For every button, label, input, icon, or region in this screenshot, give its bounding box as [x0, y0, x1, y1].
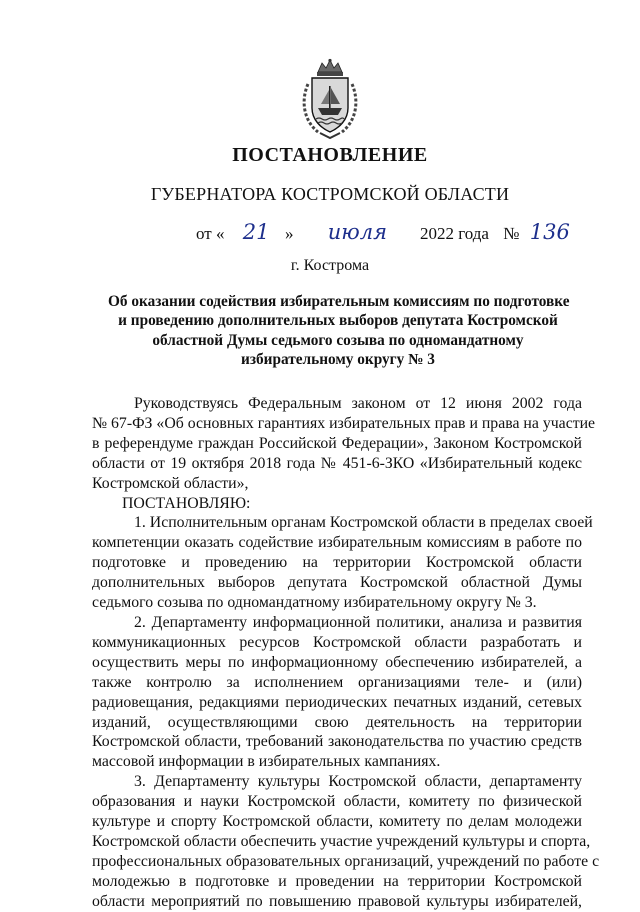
document-type-title: ПОСТАНОВЛЕНИЕ — [232, 144, 428, 166]
issuer-title: ГУБЕРНАТОРА КОСТРОМСКОЙ ОБЛАСТИ — [150, 184, 510, 204]
body-line: культуре и спорту Костромской области, комитету по делам молодежи — [92, 813, 582, 831]
city-line: г. Кострома — [290, 257, 370, 274]
date-close-quote: » — [284, 224, 294, 243]
body-line: дополнительных выборов депутата Костромской областной Думы — [92, 574, 582, 592]
document-body — [92, 394, 600, 912]
coat-of-arms-icon — [298, 58, 362, 140]
body-line: области мероприятий по повышению правовой культуры избирателей, — [92, 892, 582, 910]
body-line: Руководствуясь Федеральным законом от 12 июня 2002 года — [134, 395, 582, 412]
body-line: ПОСТАНОВЛЯЮ: — [122, 494, 251, 512]
body-line: образования и науки Костромской области, комитету по физической — [92, 793, 582, 811]
date-number-line — [196, 222, 570, 244]
body-line: Костромской области, требований законодательства по участию средств — [92, 733, 582, 751]
year-text: 2022 года — [419, 224, 489, 243]
handwritten-day: 21 — [242, 220, 270, 244]
body-line: 1. Исполнительным органам Костромской области в пределах своей — [134, 514, 593, 532]
body-line: изданий, осуществляющими свою деятельность на территории — [92, 713, 582, 731]
date-prefix: от « — [196, 224, 225, 243]
subject-line: Об оказании содействия избирательным комиссиям по подготовке — [108, 293, 570, 310]
body-line: в референдуме граждан Российской Федерации», Законом Костромской — [92, 434, 582, 452]
body-line: осуществить меры по информационному обеспечению избирателей, а — [92, 653, 582, 671]
body-line: области от 19 октября 2018 года № 451-6-ЗКО «Избирательный кодекс — [92, 454, 582, 472]
handwritten-number: 136 — [529, 220, 570, 244]
body-line: подготовке и проведению на территории Костромской области — [92, 554, 582, 572]
subject-line: областной Думы седьмого созыва по одномандатному — [152, 331, 524, 349]
handwritten-month: июля — [327, 220, 388, 244]
body-line: компетенции оказать содействие избирательным комиссиям в работе по — [92, 534, 582, 552]
body-line: радиовещания, редакциями периодических печатных изданий, сетевых — [92, 693, 582, 711]
subject-line: и проведению дополнительных выборов депутата Костромской — [118, 312, 558, 330]
subject-line: избирательному округу № 3 — [241, 351, 435, 369]
body-line: 2. Департаменту информационной политики, анализа и развития — [134, 613, 582, 631]
number-sign: № — [503, 224, 520, 243]
body-line: также контролю за исполнением организациями теле- и (или) — [92, 673, 582, 691]
body-line: массовой информации в избирательных кампаниях. — [92, 753, 441, 771]
body-line: № 67-ФЗ «Об основных гарантиях избирательных прав и права на участие — [92, 414, 596, 432]
document-subject — [108, 292, 568, 370]
body-line: Костромской области обеспечить участие учреждений культуры и спорта, — [92, 832, 591, 850]
body-line: молодежью в подготовке и проведении на территории Костромской — [92, 872, 582, 890]
body-line: 3. Департаменту культуры Костромской области, департаменту — [134, 773, 582, 791]
body-line: профессиональных образовательных организаций, учреждений по работе с — [92, 852, 600, 870]
body-line: Костромской области», — [92, 474, 249, 492]
body-line: седьмого созыва по одномандатному избирательному округу № 3. — [92, 594, 537, 612]
body-line: коммуникационных ресурсов Костромской области разработать и — [92, 633, 582, 651]
